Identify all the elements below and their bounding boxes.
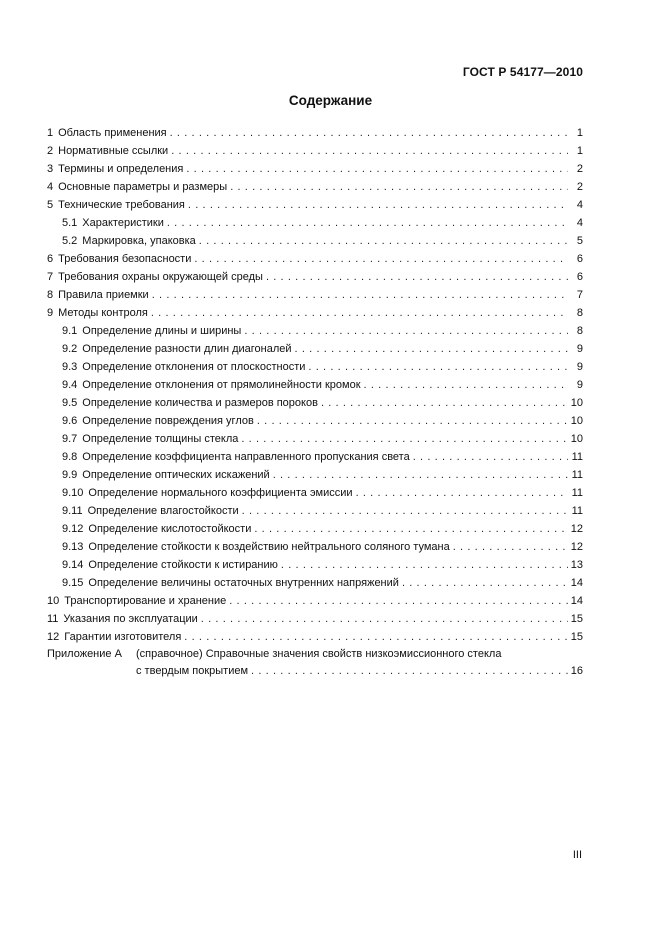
toc-entry-label: Термины и определения	[58, 163, 184, 175]
toc-entry-label: Нормативные ссылки	[58, 145, 169, 157]
leader-dots	[251, 662, 568, 680]
toc-entry-number: 9.12	[62, 523, 84, 535]
toc-entry-number: 1	[47, 127, 54, 139]
toc-entry-number: 9.1	[62, 325, 78, 337]
toc-entry-number: 9.14	[62, 559, 84, 571]
toc-entry[interactable]	[47, 214, 583, 232]
toc-entry[interactable]	[47, 250, 583, 268]
toc-entry-label: Технические требования	[58, 199, 185, 211]
toc-entry-page-number: 1	[576, 145, 583, 157]
toc-entry[interactable]	[47, 286, 583, 304]
appendix-heading: Приложение А	[47, 648, 122, 660]
toc-entry-number: 5.2	[62, 235, 78, 247]
appendix-title-line-1: (справочное) Справочные значения свойств низкоэмиссионного стекла	[136, 648, 502, 660]
toc-entry[interactable]	[47, 610, 583, 628]
toc-entry-page-number: 11	[571, 451, 583, 463]
toc-entry-page-number: 9	[576, 379, 583, 391]
leader-dots	[152, 286, 568, 304]
toc-entry-label: Определение стойкости к воздействию нейтрального соляного тумана	[88, 541, 450, 553]
leader-dots	[188, 196, 568, 214]
toc-entry-label: Определение оптических искажений	[82, 469, 270, 481]
leader-dots	[308, 358, 568, 376]
leader-dots	[184, 628, 567, 646]
toc-entry[interactable]	[47, 484, 583, 502]
leader-dots	[244, 322, 568, 340]
toc-entry[interactable]	[47, 178, 583, 196]
toc-entry-label: Определение разности длин диагоналей	[82, 343, 292, 355]
toc-entry[interactable]	[47, 394, 583, 412]
toc-entry-number: 5	[47, 199, 54, 211]
toc-entry-label: Маркировка, упаковка	[82, 235, 196, 247]
toc-entry-page-number: 10	[570, 397, 583, 409]
toc-entry[interactable]	[47, 412, 583, 430]
toc-title: Содержание	[288, 93, 373, 108]
toc-entry[interactable]	[47, 538, 583, 556]
toc-entry-page-number: 11	[571, 487, 583, 499]
toc-entry-label: Определение количества и размеров пороков	[82, 397, 318, 409]
toc-entry-page-number: 6	[576, 253, 583, 265]
toc-entry-label: Определение длины и ширины	[82, 325, 242, 337]
toc-entry-page-number: 14	[570, 577, 583, 589]
toc-entry[interactable]	[47, 628, 583, 646]
leader-dots	[194, 250, 568, 268]
appendix-page-number: 16	[570, 665, 583, 677]
toc-entry-page-number: 14	[570, 595, 583, 607]
toc-entry-page-number: 4	[576, 217, 583, 229]
toc-entry-page-number: 15	[570, 613, 583, 625]
toc-entry-number: 9.2	[62, 343, 78, 355]
leader-dots	[199, 232, 568, 250]
leader-dots	[364, 376, 568, 394]
toc-entry-number: 12	[47, 631, 60, 643]
leader-dots	[402, 574, 568, 592]
toc-entry-label: Указания по эксплуатации	[63, 613, 198, 625]
toc-entry-page-number: 5	[576, 235, 583, 247]
leader-dots	[170, 124, 568, 142]
toc-entry[interactable]	[47, 556, 583, 574]
toc-entry-number: 4	[47, 181, 54, 193]
toc-entry-label: Определение нормального коэффициента эмиссии	[88, 487, 353, 499]
toc-entry-label: Определение отклонения от прямолинейности кромок	[82, 379, 361, 391]
page-folio: III	[572, 849, 582, 861]
toc-entry-number: 2	[47, 145, 54, 157]
toc-entry-label: Определение стойкости к истиранию	[88, 559, 278, 571]
leader-dots	[273, 466, 568, 484]
toc-entry[interactable]	[47, 502, 583, 520]
toc-entry-label: Требования охраны окружающей среды	[58, 271, 263, 283]
leader-dots	[356, 484, 568, 502]
leader-dots	[453, 538, 568, 556]
toc-entry-label: Определение влагостойкости	[87, 505, 239, 517]
toc-entry-number: 9.8	[62, 451, 78, 463]
toc-entry-number: 3	[47, 163, 54, 175]
toc-entry[interactable]	[47, 340, 583, 358]
toc-entry-number: 9.4	[62, 379, 78, 391]
toc-entry-label: Гарантии изготовителя	[64, 631, 182, 643]
toc-entry-page-number: 9	[576, 361, 583, 373]
toc-entry[interactable]	[47, 358, 583, 376]
toc-entry[interactable]	[47, 142, 583, 160]
toc-entry-page-number: 6	[576, 271, 583, 283]
toc-entry[interactable]	[47, 466, 583, 484]
toc-entry-page-number: 8	[576, 307, 583, 319]
document-code: ГОСТ Р 54177—2010	[462, 65, 583, 79]
leader-dots	[413, 448, 568, 466]
toc-entry[interactable]	[47, 520, 583, 538]
toc-entry-label: Транспортирование и хранение	[64, 595, 227, 607]
toc-entry-label: Требования безопасности	[58, 253, 192, 265]
leader-dots	[254, 520, 567, 538]
toc-entry[interactable]	[47, 304, 583, 322]
leader-dots	[281, 556, 568, 574]
toc-entry-page-number: 9	[576, 343, 583, 355]
toc-entry[interactable]	[47, 448, 583, 466]
appendix-title-line-2: с твердым покрытием	[136, 665, 249, 677]
toc-entry[interactable]	[47, 430, 583, 448]
toc-entry-page-number: 4	[576, 199, 583, 211]
toc-entry[interactable]	[47, 124, 583, 142]
toc-entry-label: Определение коэффициента направленного пропускания света	[82, 451, 410, 463]
toc-entry-page-number: 12	[570, 541, 583, 553]
leader-dots	[230, 178, 568, 196]
toc-entry-page-number: 10	[570, 433, 583, 445]
toc-entry-number: 10	[47, 595, 60, 607]
toc-entry-label: Определение повреждения углов	[82, 415, 254, 427]
toc-entry[interactable]	[47, 268, 583, 286]
toc-entry-page-number: 11	[571, 469, 583, 481]
leader-dots	[151, 304, 568, 322]
toc-entry-page-number: 2	[576, 181, 583, 193]
toc-entry-label: Определение отклонения от плоскостности	[82, 361, 306, 373]
toc-appendix-entry[interactable]	[47, 646, 583, 680]
toc-entry-page-number: 1	[576, 127, 583, 139]
leader-dots	[201, 610, 568, 628]
toc-entry-number: 9.5	[62, 397, 78, 409]
leader-dots	[266, 268, 568, 286]
toc-entry[interactable]	[47, 376, 583, 394]
toc-entry-page-number: 10	[570, 415, 583, 427]
leader-dots	[171, 142, 568, 160]
toc-entry-number: 9.15	[62, 577, 84, 589]
leader-dots	[241, 430, 567, 448]
leader-dots	[295, 340, 568, 358]
toc-entry-page-number: 15	[570, 631, 583, 643]
toc-entry-number: 6	[47, 253, 54, 265]
toc-entry-page-number: 13	[570, 559, 583, 571]
toc-entry-number: 9.13	[62, 541, 84, 553]
toc-entry-label: Характеристики	[82, 217, 164, 229]
toc-entry-number: 9.11	[62, 505, 83, 517]
toc-entry-label: Правила приемки	[58, 289, 149, 301]
toc-entry-page-number: 2	[576, 163, 583, 175]
toc-entry-number: 9.10	[62, 487, 84, 499]
toc-entry-page-number: 12	[570, 523, 583, 535]
toc-entry-label: Основные параметры и размеры	[58, 181, 228, 193]
toc-entry-page-number: 11	[571, 505, 583, 517]
toc-entry-label: Определение величины остаточных внутренних напряжений	[88, 577, 399, 589]
toc-entry-page-number: 7	[576, 289, 583, 301]
toc-entry-label: Определение толщины стекла	[82, 433, 239, 445]
toc-entry-label: Область применения	[58, 127, 167, 139]
toc-entry-label: Методы контроля	[58, 307, 148, 319]
toc-entry-label: Определение кислотостойкости	[88, 523, 252, 535]
leader-dots	[321, 394, 568, 412]
toc-entry-number: 9.6	[62, 415, 78, 427]
toc-entry[interactable]	[47, 196, 583, 214]
toc-entry[interactable]	[47, 322, 583, 340]
toc-entry-number: 5.1	[62, 217, 78, 229]
leader-dots	[257, 412, 568, 430]
toc-entry-number: 9.7	[62, 433, 78, 445]
toc-entry[interactable]	[47, 592, 583, 610]
toc-entry[interactable]	[47, 574, 583, 592]
toc-entry-number: 9	[47, 307, 54, 319]
leader-dots	[229, 592, 568, 610]
toc-entry[interactable]	[47, 232, 583, 250]
toc-entry-number: 7	[47, 271, 54, 283]
toc-entry-number: 11	[47, 613, 59, 625]
toc-entry-number: 9.9	[62, 469, 78, 481]
toc-entry[interactable]	[47, 160, 583, 178]
toc-entry-number: 9.3	[62, 361, 78, 373]
toc-entry-number: 8	[47, 289, 54, 301]
toc-entry-page-number: 8	[576, 325, 583, 337]
leader-dots	[167, 214, 568, 232]
leader-dots	[186, 160, 568, 178]
table-of-contents	[47, 124, 583, 680]
leader-dots	[242, 502, 568, 520]
